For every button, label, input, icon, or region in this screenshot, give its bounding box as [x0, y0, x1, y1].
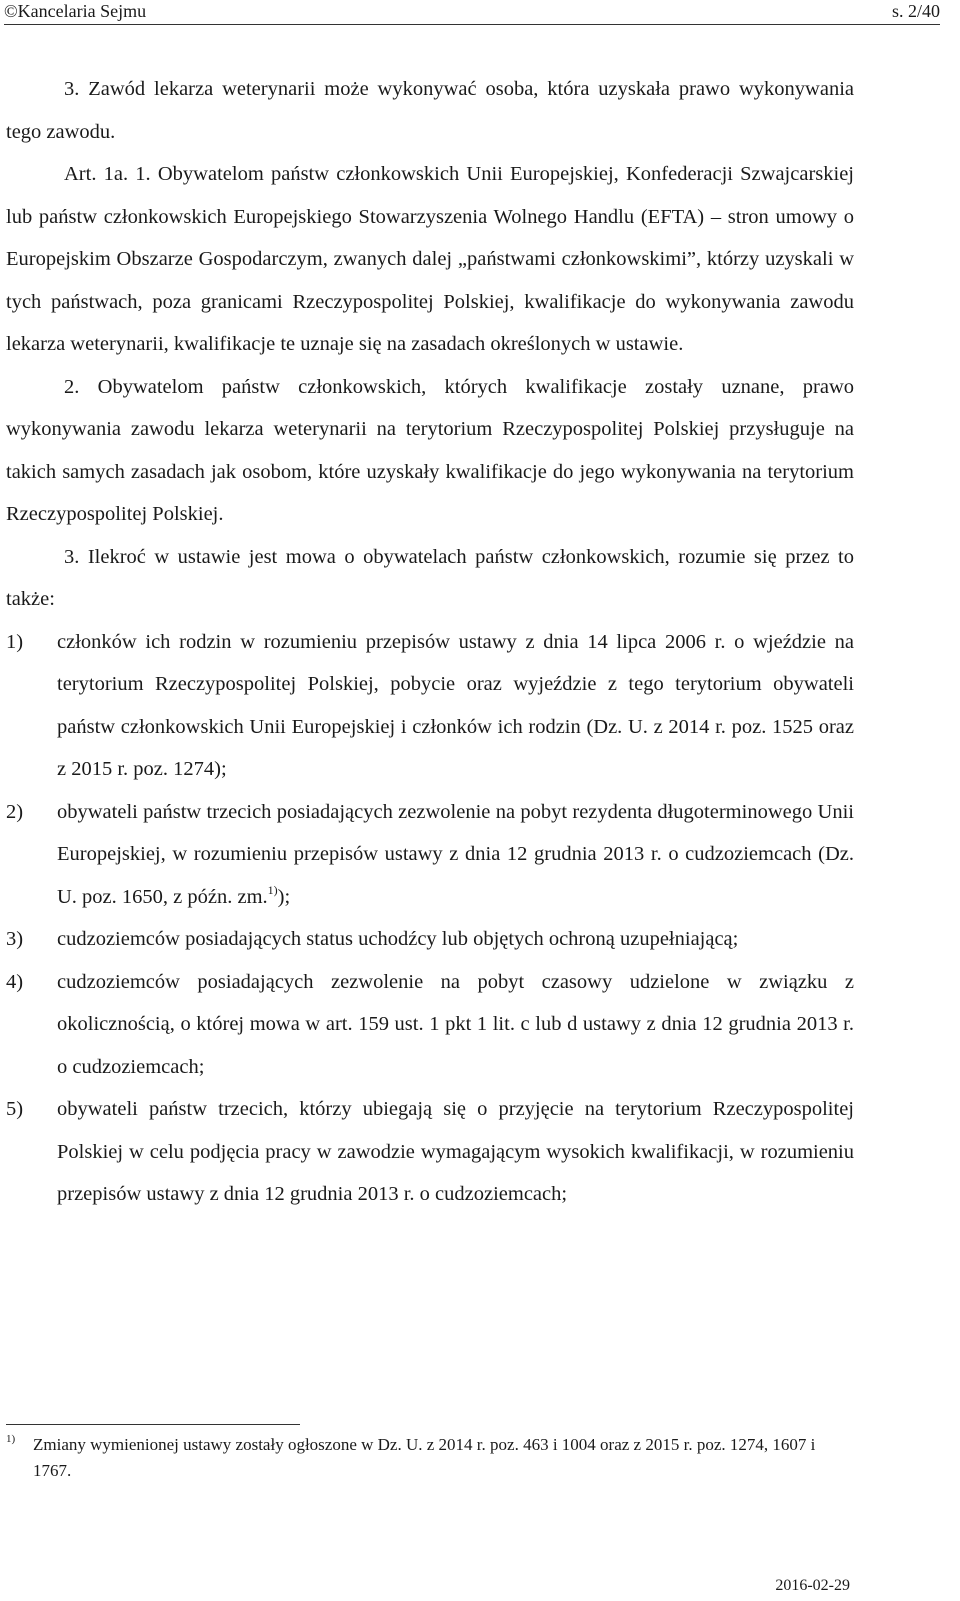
list-item-text: obywateli państw trzecich, którzy ubiegają się o przyjęcie na terytorium Rzeczypospolitej Polskiej w celu podjęcia pracy w zawodzie wymagającym wysokich kwalifikacji, w rozumieniu przepisów ustawy z dnia 12 grudnia 2013 r. o cudzoziemcach;: [57, 1098, 854, 1205]
list-item-text: cudzoziemców posiadających status uchodźcy lub objętych ochroną uzupełniającą;: [57, 928, 739, 950]
footnote-mark: 1): [6, 1433, 16, 1445]
list-item: [6, 918, 854, 961]
list-item-number: 3): [6, 928, 24, 950]
list-item-text: cudzoziemców posiadających zezwolenie na pobyt czasowy udzielone w związku z okolicznością, o której mowa w art. 159 ust. 1 pkt 1 lit. c lub d ustawy z dnia 12 grudnia 2013 r. o cudzoziemcach;: [57, 970, 854, 1078]
list-item-text-before: obywateli państw trzecich posiadających zezwolenie na pobyt rezydenta długoterminowego Unii Europejskiej, w rozumieniu przepisów ustawy z dnia 12 grudnia 2013 r. o cudzoziemcach (Dz. U. poz. 1650, z późn. zm.: [57, 800, 854, 908]
list-item-number: 2): [6, 800, 24, 823]
list-item-number: 1): [6, 630, 24, 653]
list-item-text: [57, 791, 854, 919]
footnote-divider: [6, 1424, 300, 1425]
header-divider: [4, 24, 940, 25]
header-publisher: ©Kancelaria Sejmu: [4, 1, 147, 21]
list-item-number: 4): [6, 970, 24, 993]
paragraph-art1-3: 3. Zawód lekarza weterynarii może wykonywać osoba, która uzyskała prawo wykonywania tego zawodu.: [6, 78, 854, 143]
document-date: 2016-02-29: [775, 1577, 850, 1594]
list-item-text-after: );: [277, 885, 291, 908]
paragraph-art1a-3: 3. Ilekroć w ustawie jest mowa o obywatelach państw członkowskich, rozumie się przez to także:: [6, 545, 854, 610]
list-item: [6, 621, 854, 791]
paragraph-art1a-1: Art. 1a. 1. Obywatelom państw członkowskich Unii Europejskiej, Konfederacji Szwajcarskiej lub państw członkowskich Europejskiego Stowarzyszenia Wolnego Handlu (EFTA) – stron umowy o Europejskim Obszarze Gospodarczym, zwanych dalej „państwami członkowskimi”, którzy uzyskali w tych państwach, poza granicami Rzeczypospolitej Polskiej, kwalifikacje do wykonywania zawodu lekarza weterynarii, kwalifikacje te uznaje się na zasadach określonych w ustawie.: [6, 163, 854, 355]
document-body: [6, 68, 854, 1216]
footnote-text: Zmiany wymienionej ustawy zostały ogłoszone w Dz. U. z 2014 r. poz. 463 i 1004 oraz z 2015 r. poz. 1274, 1607 i 1767.: [33, 1435, 816, 1480]
list-item: [6, 791, 854, 919]
list-item: [6, 1088, 854, 1216]
list-item-text: członków ich rodzin w rozumieniu przepisów ustawy z dnia 14 lipca 2006 r. o wjeździe na terytorium Rzeczypospolitej Polskiej, pobycie oraz wyjeździe z tego terytorium obywateli państw członkowskich Unii Europejskiej i członków ich rodzin (Dz. U. z 2014 r. poz. 1525 oraz z 2015 r. poz. 1274);: [57, 630, 854, 780]
footnote-reference[interactable]: 1): [267, 882, 278, 897]
list-item-number: 5): [6, 1098, 24, 1120]
paragraph-art1a-2: 2. Obywatelom państw członkowskich, których kwalifikacje zostały uznane, prawo wykonywania zawodu lekarza weterynarii na terytorium Rzeczypospolitej Polskiej przysługuje na takich samych zasadach jak osobom, które uzyskały kwalifikacje do jego wykonywania na terytorium Rzeczypospolitej Polskiej.: [6, 375, 854, 525]
footnote: [6, 1432, 852, 1484]
page-number: s. 2/40: [891, 1, 940, 21]
list-item: [6, 961, 854, 1089]
